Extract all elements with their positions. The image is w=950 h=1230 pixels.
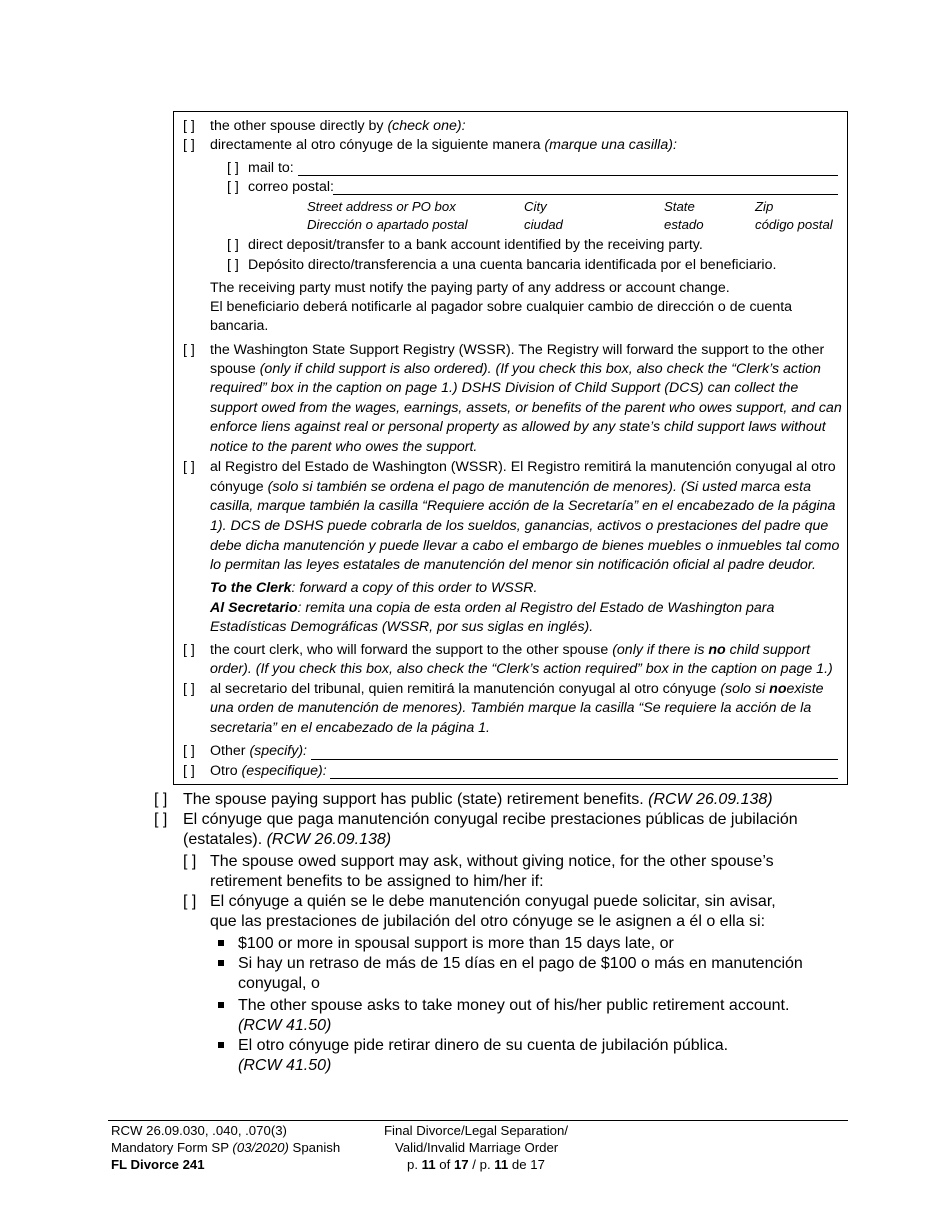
state-label-es: estado: [664, 217, 704, 232]
retire-es-line-2: (estatales). (RCW 26.09.138): [183, 831, 392, 848]
checkbox-owed-es[interactable]: [ ]: [183, 893, 197, 910]
bullet-icon: [218, 1002, 224, 1008]
bullet-2-line-1: Si hay un retraso de más de 15 días en el pago de $100 o más en manutención: [238, 955, 803, 972]
street-label-en: Street address or PO box: [307, 199, 456, 214]
court-en-line-2: order). (If you check this box, also check the “Clerk’s action required” box in the caption on page 1.): [210, 661, 833, 677]
checkbox-wssr-es[interactable]: [ ]: [183, 459, 195, 475]
court-es-line-2: una orden de manutención de menores). También marque la casilla “Se requiere la acción de la: [210, 700, 812, 716]
bullet-3-line-2: (RCW 41.50): [238, 1017, 332, 1034]
checkbox-wssr-en[interactable]: [ ]: [183, 342, 195, 358]
wssr-es-line-5: debe dicha manutención y puede llevar a cabo el embargo de bienes muebles o inmuebles tal como: [210, 538, 840, 554]
clerk-es-text-1: Al Secretario: remita una copia de esta orden al Registro del Estado de Washington para: [210, 600, 775, 616]
other-en-label: Other (specify):: [210, 743, 307, 759]
mail-address-line-es[interactable]: [333, 194, 838, 195]
footer-rcw: RCW 26.09.030, .040, .070(3): [111, 1123, 287, 1138]
mail-es-label: correo postal:: [248, 179, 334, 195]
mail-en-label: mail to:: [248, 160, 294, 176]
wssr-es-line-2: cónyuge (solo si también se ordena el pago de manutención de menores). (Si usted marca esta: [210, 479, 811, 495]
footer-page-number: p. 11 of 17 / p. 11 de 17: [407, 1157, 545, 1172]
owed-es-line-2: que las prestaciones de jubilación del otro cónyuge se le asignen a él o ella si:: [210, 913, 766, 930]
footer-form-id: Mandatory Form SP (03/2020) Spanish: [111, 1140, 341, 1155]
bullet-1-text: $100 or more in spousal support is more than 15 days late, or: [238, 935, 674, 952]
checkbox-mail-es[interactable]: [ ]: [227, 179, 239, 195]
checkbox-owed-en[interactable]: [ ]: [183, 853, 197, 870]
owed-en-line-2: retirement benefits to be assigned to him/her if:: [210, 873, 544, 890]
owed-en-line-1: The spouse owed support may ask, without giving notice, for the other spouse’s: [210, 853, 774, 870]
clerk-es-text-2: Estadísticas Demográficas (WSSR, por sus siglas en inglés).: [210, 619, 594, 635]
wssr-es-line-3: casilla, marque también la casilla “Requiere acción de la Secretaría” en el encabezado de la página: [210, 498, 836, 514]
notify-en-text: The receiving party must notify the paying party of any address or account change.: [210, 280, 730, 296]
checkbox-retire-es[interactable]: [ ]: [154, 811, 168, 828]
checkbox-deposit-es[interactable]: [ ]: [227, 257, 239, 273]
bullet-3-line-1: The other spouse asks to take money out of his/her public retirement account.: [238, 997, 790, 1014]
street-label-es: Dirección o apartado postal: [307, 217, 468, 232]
wssr-es-line-1: al Registro del Estado de Washington (WSSR). El Registro remitirá la manutención conyugal al otro: [210, 459, 836, 475]
other-es-label: Otro (especifique):: [210, 763, 327, 779]
city-label-en: City: [524, 199, 547, 214]
checkbox-court-en[interactable]: [ ]: [183, 642, 195, 658]
checkbox-retire-en[interactable]: [ ]: [154, 791, 168, 808]
footer-form-name: FL Divorce 241: [111, 1157, 205, 1172]
bullet-4-line-1: El otro cónyuge pide retirar dinero de su cuenta de jubilación pública.: [238, 1037, 729, 1054]
bullet-icon: [218, 940, 224, 946]
footer-title-2: Valid/Invalid Marriage Order: [395, 1140, 559, 1155]
checkbox-other-en[interactable]: [ ]: [183, 743, 195, 759]
checkbox-court-es[interactable]: [ ]: [183, 681, 195, 697]
deposit-es-text: Depósito directo/transferencia a una cuenta bancaria identificada por el beneficiario.: [248, 257, 777, 273]
checkbox-direct-es[interactable]: [ ]: [183, 137, 195, 153]
notify-es-text-2: bancaria.: [210, 318, 269, 334]
bullet-icon: [218, 960, 224, 966]
city-label-es: ciudad: [524, 217, 563, 232]
wssr-en-line-6: notice to the parent who owes the support.: [210, 439, 478, 455]
bullet-icon: [218, 1042, 224, 1048]
other-specify-line-es[interactable]: [330, 778, 838, 779]
wssr-es-line-4: 1). DCS de DSHS puede cobrarla de los sueldos, ganancias, activos o prestaciones del padre que: [210, 518, 829, 534]
direct-en-text: the other spouse directly by (check one):: [210, 118, 466, 134]
checkbox-direct-en[interactable]: [ ]: [183, 118, 195, 134]
wssr-en-line-5: enforce liens against real or personal property as allowed by any state’s child support laws without: [210, 419, 826, 435]
owed-es-line-1: El cónyuge a quién se le debe manutención conyugal puede solicitar, sin avisar,: [210, 893, 776, 910]
bullet-4-line-2: (RCW 41.50): [238, 1057, 332, 1074]
footer-divider: [108, 1120, 848, 1121]
court-en-line-1: the court clerk, who will forward the support to the other spouse (only if there is no child support: [210, 642, 811, 658]
court-es-line-3: secretaria” en el encabezado de la página 1.: [210, 720, 491, 736]
retire-es-line-1: El cónyuge que paga manutención conyugal recibe prestaciones públicas de jubilación: [183, 811, 798, 828]
other-specify-line[interactable]: [311, 759, 838, 760]
state-label-en: State: [664, 199, 695, 214]
wssr-es-line-6: lo permitan las leyes estatales de manutención del menor sin notificación oficial al padre deudor.: [210, 557, 816, 573]
mail-address-line[interactable]: [298, 175, 838, 176]
zip-label-es: código postal: [755, 217, 833, 232]
checkbox-other-es[interactable]: [ ]: [183, 763, 195, 779]
notify-es-text-1: El beneficiario deberá notificarle al pagador sobre cualquier cambio de dirección o de cuenta: [210, 299, 793, 315]
retire-en-text: The spouse paying support has public (state) retirement benefits. (RCW 26.09.138): [183, 791, 773, 808]
bullet-2-line-2: conyugal, o: [238, 975, 320, 992]
direct-es-text: directamente al otro cónyuge de la siguiente manera (marque una casilla):: [210, 137, 677, 153]
checkbox-mail-en[interactable]: [ ]: [227, 160, 239, 176]
court-es-line-1: al secretario del tribunal, quien remitirá la manutención conyugal al otro cónyuge (solo si noexiste: [210, 681, 824, 697]
wssr-en-line-2: spouse (only if child support is also ordered). (If you check this box, also check the “Clerk’s action: [210, 361, 821, 377]
wssr-en-line-1: the Washington State Support Registry (WSSR). The Registry will forward the support to the other: [210, 342, 825, 358]
zip-label-en: Zip: [755, 199, 774, 214]
deposit-en-text: direct deposit/transfer to a bank account identified by the receiving party.: [248, 237, 703, 253]
wssr-en-line-3: required” box in the caption on page 1.) DSHS Division of Child Support (DCS) can collect the: [210, 380, 799, 396]
footer-title-1: Final Divorce/Legal Separation/: [384, 1123, 568, 1138]
checkbox-deposit-en[interactable]: [ ]: [227, 237, 239, 253]
clerk-en-text: To the Clerk: forward a copy of this order to WSSR.: [210, 580, 538, 596]
wssr-en-line-4: support owed from the wages, earnings, assets, or benefits of the parent who owes support, and can: [210, 400, 842, 416]
